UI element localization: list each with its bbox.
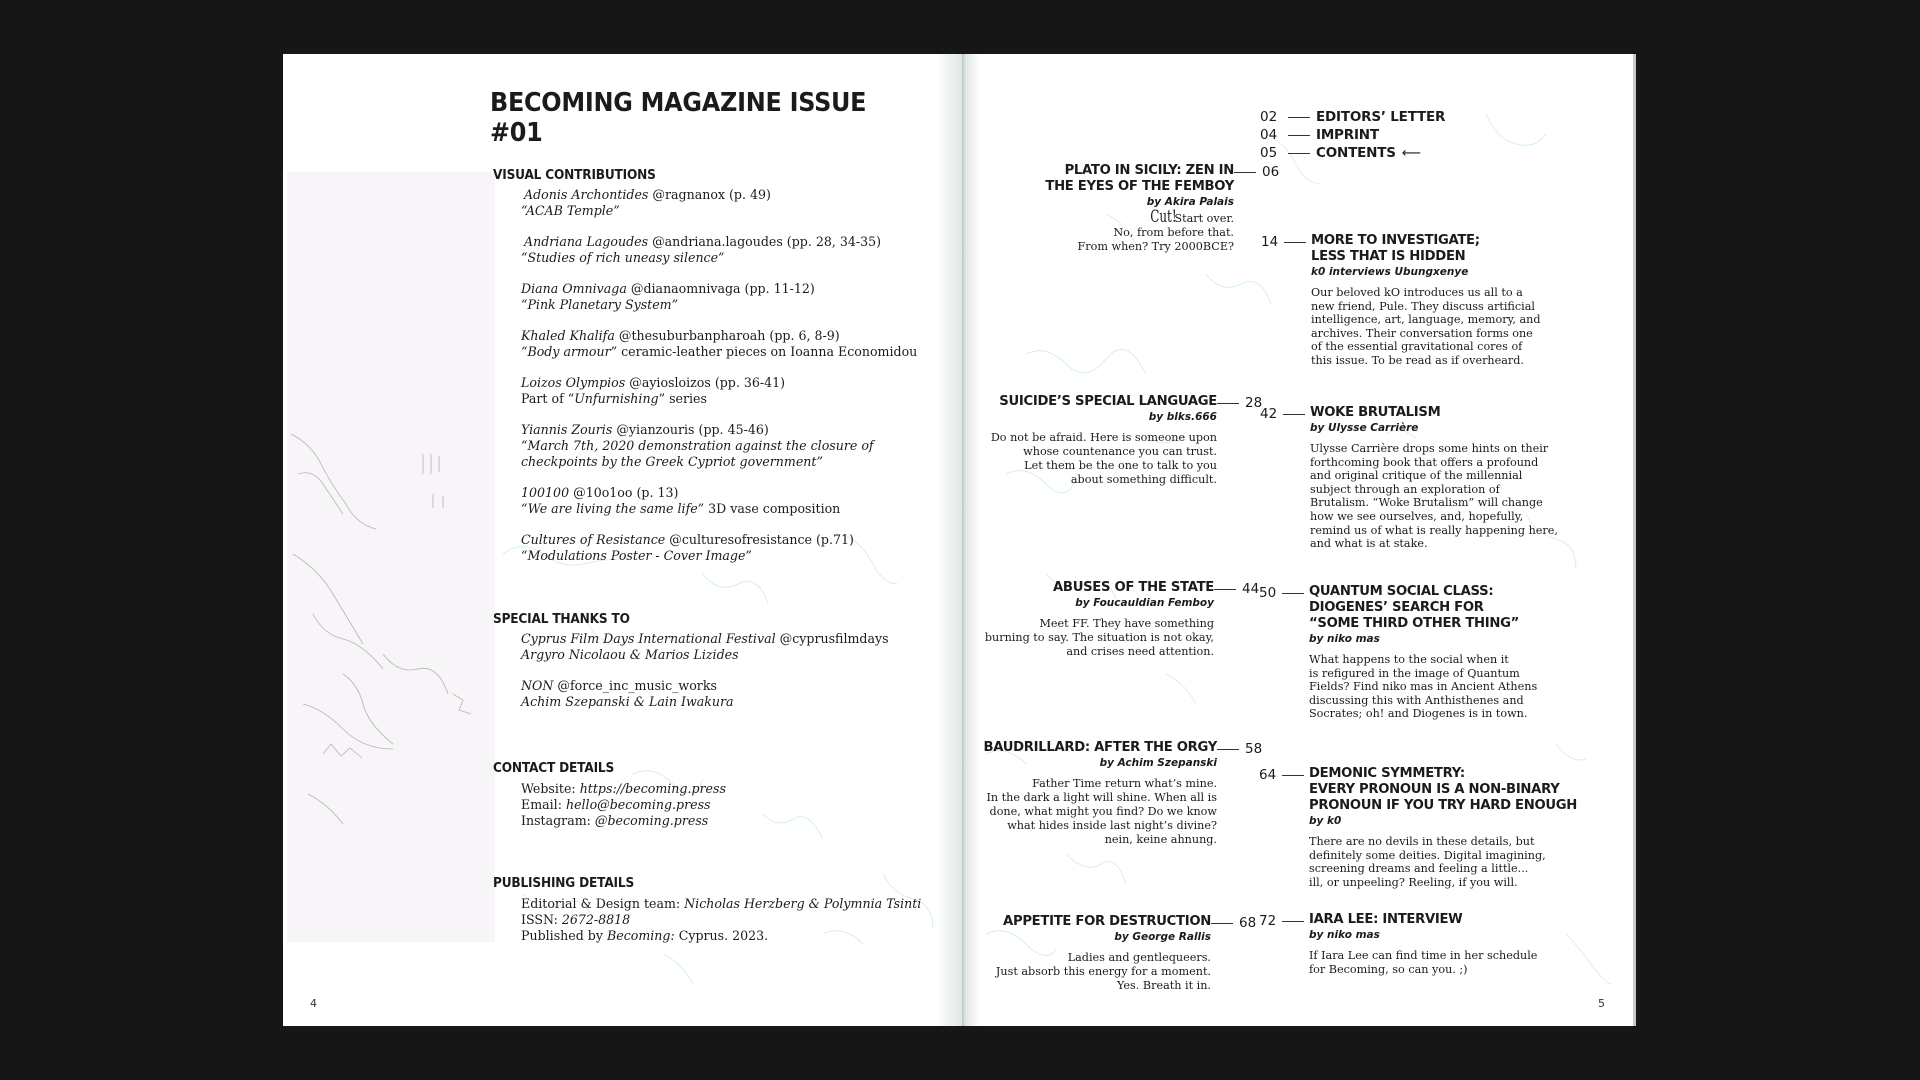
magazine-spread <box>283 54 1636 1026</box>
article-byline: by Achim Szepanski <box>1099 757 1217 769</box>
article-blurb: Cut! Start over. No, from before that. From when? Try 2000BCE? <box>1077 207 1234 253</box>
contributor-name: 100100 <box>521 485 570 500</box>
toc-entry-suicides-special-language[interactable] <box>966 394 1217 487</box>
toc-item-contents[interactable] <box>1260 144 1445 162</box>
article-title: WOKE BRUTALISM <box>1310 405 1441 420</box>
toc-page-number: 72 <box>1259 913 1277 929</box>
page-number-right: 5 <box>1598 997 1605 1010</box>
gutter-shadow <box>936 54 962 1026</box>
special-thanks-heading: SPECIAL THANKS TO <box>493 611 630 627</box>
contributor-name: Loizos Olympios <box>521 375 626 390</box>
contributor-handle: @culturesofresistance (p.71) <box>669 532 854 547</box>
toc-entry-abuses-of-the-state[interactable] <box>966 580 1214 659</box>
left-arrow-icon: ⟵ <box>1401 145 1422 161</box>
toc-front-matter <box>1260 108 1445 162</box>
toc-entry-woke-brutalism[interactable] <box>1310 405 1570 551</box>
work-title: “Pink Planetary System” <box>521 297 679 312</box>
contributor-handle: @andriana.lagoudes (pp. 28, 34-35) <box>652 234 882 249</box>
contribution-entry <box>521 234 917 266</box>
work-prefix: Part of “ <box>521 391 575 406</box>
article-byline: by Foucauldian Femboy <box>1075 597 1214 609</box>
toc-entry-iara-lee-interview[interactable] <box>1309 912 1569 976</box>
article-title: IARA LEE: INTERVIEW <box>1309 912 1463 927</box>
magazine-title: BECOMING MAGAZINE ISSUE #01 <box>490 88 867 148</box>
contributor-name: Andriana Lagoudes <box>524 234 649 249</box>
article-title: APPETITE FOR DESTRUCTION <box>1003 914 1211 929</box>
instagram-link[interactable]: @becoming.press <box>594 813 709 828</box>
toc-page-number: 42 <box>1260 406 1278 422</box>
article-byline: k0 interviews Ubungxenye <box>1311 266 1469 278</box>
publisher-name: Becoming: <box>606 928 675 943</box>
website-label: Website: <box>521 781 580 796</box>
toc-entry-plato-in-sicily[interactable] <box>974 163 1234 254</box>
work-title: “We are living the same life” <box>521 501 705 516</box>
article-blurb: Our beloved kO introduces us all to a new friend, Pule. They discuss artificial intelligence, art, language, memory, and archives. Their conversation forms one of the essential gravitational cores of this issue. To be read as if overheard. <box>1311 286 1541 367</box>
contributor-handle: @10o1oo (p. 13) <box>573 485 679 500</box>
toc-page-number: 06 <box>1262 164 1280 180</box>
work-title: “Modulations Poster - Cover Image” <box>521 548 752 563</box>
article-title: ABUSES OF THE STATE <box>1053 580 1214 595</box>
instagram-label: Instagram: <box>521 813 595 828</box>
organization-name: NON <box>521 678 554 693</box>
toc-page-marker <box>1260 406 1311 422</box>
toc-entry-baudrillard[interactable] <box>966 740 1217 847</box>
leader-dash <box>1214 589 1236 590</box>
issn-value: 2672-8818 <box>561 912 631 927</box>
leader-dash <box>1234 172 1256 173</box>
contribution-entry <box>521 422 917 470</box>
team-label: Editorial & Design team: <box>521 896 685 911</box>
thanked-people: Achim Szepanski & Lain Iwakura <box>521 694 734 709</box>
leader-dash <box>1283 414 1305 415</box>
work-description: ” series <box>658 391 707 406</box>
organization-name: Cyprus Film Days International Festival <box>521 631 776 646</box>
article-blurb: Meet FF. They have something burning to say. The situation is not okay, and crises need attention. <box>984 617 1214 658</box>
article-title: BAUDRILLARD: AFTER THE ORGY <box>983 740 1217 755</box>
contribution-entry <box>521 187 917 219</box>
article-byline: by k0 <box>1309 815 1342 827</box>
contribution-entry <box>521 281 917 313</box>
organization-handle: @cyprusfilmdays <box>779 631 889 646</box>
leader-dash <box>1217 403 1239 404</box>
published-suffix: Cyprus. 2023. <box>674 928 769 943</box>
thanks-entry <box>521 678 889 710</box>
work-description: 3D vase composition <box>704 501 841 516</box>
contribution-entry <box>521 375 917 407</box>
toc-page-marker <box>1217 741 1262 757</box>
toc-page-marker <box>1259 585 1310 601</box>
toc-page-marker <box>1214 581 1259 597</box>
leader-dash <box>1288 153 1310 154</box>
page-number-left: 4 <box>310 997 317 1010</box>
leader-dash <box>1217 749 1239 750</box>
work-title: “ACAB Temple” <box>521 203 620 218</box>
toc-label: CONTENTS <box>1316 145 1396 161</box>
toc-page-marker <box>1234 164 1279 180</box>
toc-entry-demonic-symmetry[interactable] <box>1309 766 1589 889</box>
contributor-name: Cultures of Resistance <box>521 532 666 547</box>
leader-dash <box>1284 242 1306 243</box>
contributor-name: Yiannis Zouris <box>521 422 613 437</box>
left-page <box>283 54 962 1026</box>
toc-page-number: 28 <box>1245 395 1263 411</box>
article-blurb: Ulysse Carrière drops some hints on their forthcoming book that offers a profound and original critique of the millennial subject through an exploration of Brutalism. “Woke Brutalism” will change how we see ourselves, and, hopefully, remind us of what is really happening here, and what is at stake. <box>1310 442 1558 551</box>
email-link[interactable]: hello@becoming.press <box>565 797 711 812</box>
article-blurb: If Iara Lee can find time in her schedule for Becoming, so can you. ;) <box>1309 949 1538 976</box>
article-blurb: What happens to the social when it is refigured in the image of Quantum Fields? Find niko mas in Ancient Athens discussing this with Anthisthenes and Socrates; oh! and Diogenes is in town. <box>1309 653 1538 721</box>
leader-dash <box>1282 775 1304 776</box>
toc-entry-quantum-social-class[interactable] <box>1309 584 1569 721</box>
toc-page-marker <box>1217 395 1262 411</box>
special-thanks-list <box>521 631 889 725</box>
article-title: DEMONIC SYMMETRY: EVERY PRONOUN IS A NON-BINARY PRONOUN IF YOU TRY HARD ENOUGH <box>1309 766 1578 813</box>
toc-page-number: 50 <box>1259 585 1277 601</box>
leader-dash <box>1282 593 1304 594</box>
contributor-handle: @ayiosloizos (pp. 36-41) <box>629 375 786 390</box>
contributor-handle: @dianaomnivaga (pp. 11-12) <box>630 281 815 296</box>
work-title: Unfurnishing <box>574 391 659 406</box>
contributor-handle: @thesuburbanpharoah (pp. 6, 8-9) <box>618 328 840 343</box>
toc-page-marker <box>1261 234 1312 250</box>
toc-label: EDITORS’ LETTER <box>1316 109 1446 125</box>
article-byline: by niko mas <box>1309 633 1380 645</box>
article-blurb: Ladies and gentlequeers. Just absorb this energy for a moment. Yes. Breath it in. <box>995 951 1211 992</box>
toc-page-number: 68 <box>1239 915 1257 931</box>
toc-entry-appetite-for-destruction[interactable] <box>966 914 1211 993</box>
toc-page-number: 14 <box>1261 234 1279 250</box>
issn-label: ISSN: <box>521 912 562 927</box>
visual-contributions-heading: VISUAL CONTRIBUTIONS <box>493 167 656 183</box>
article-blurb: Father Time return what’s mine. In the dark a light will shine. When all is done, what might you find? Do we know what hides inside last night’s divine? nein, keine ahnung. <box>986 777 1217 846</box>
toc-page-number: 64 <box>1259 767 1277 783</box>
article-title: MORE TO INVESTIGATE; LESS THAT IS HIDDEN <box>1311 233 1480 264</box>
toc-page-number: 02 <box>1260 109 1278 125</box>
contributor-handle: @ragnanox (p. 49) <box>652 187 771 202</box>
email-label: Email: <box>521 797 566 812</box>
contact-details-heading: CONTACT DETAILS <box>493 760 615 776</box>
article-blurb: There are no devils in these details, but definitely some deities. Digital imagining, screening dreams and feeling a little... ill, or unpeeling? Reeling, if you will. <box>1309 835 1546 889</box>
organization-handle: @force_inc_music_works <box>557 678 717 693</box>
publishing-details-heading: PUBLISHING DETAILS <box>493 875 635 891</box>
contact-details <box>521 781 726 829</box>
toc-page-number: 58 <box>1245 741 1263 757</box>
article-byline: by Akira Palais <box>1146 196 1234 208</box>
contributor-name: Adonis Archontides <box>524 187 649 202</box>
thanks-entry <box>521 631 889 663</box>
toc-item-editors-letter[interactable] <box>1260 108 1445 126</box>
contributor-name: Diana Omnivaga <box>521 281 627 296</box>
team-names: Nicholas Herzberg & Polymnia Tsinti <box>684 896 922 911</box>
website-link[interactable]: https://becoming.press <box>579 781 726 796</box>
toc-page-number: 05 <box>1260 145 1278 161</box>
thanked-people: Argyro Nicolaou & Marios Lizides <box>521 647 739 662</box>
article-title: PLATO IN SICILY: ZEN IN THE EYES OF THE FEMBOY <box>1045 163 1234 194</box>
toc-page-marker <box>1211 915 1256 931</box>
toc-item-imprint[interactable] <box>1260 126 1445 144</box>
article-byline: by blks.666 <box>1148 411 1217 423</box>
visual-contributions-list <box>521 187 917 579</box>
cut-word: Cut! <box>1150 207 1177 227</box>
work-title: “March 7th, 2020 demonstration against the closure of <box>521 438 874 453</box>
leader-dash <box>1288 135 1310 136</box>
article-title: SUICIDE’S SPECIAL LANGUAGE <box>999 394 1217 409</box>
contribution-entry <box>521 532 917 564</box>
toc-label: IMPRINT <box>1316 127 1379 143</box>
work-description: ceramic-leather pieces on Ioanna Economidou <box>617 344 918 359</box>
contribution-entry <box>521 485 917 517</box>
toc-page-marker <box>1259 767 1310 783</box>
leader-dash <box>1211 923 1233 924</box>
leader-dash <box>1288 117 1310 118</box>
article-blurb: Do not be afraid. Here is someone upon whose countenance you can trust. Let them be the one to talk to you about something difficult. <box>990 431 1217 486</box>
article-byline: by niko mas <box>1309 929 1380 941</box>
work-title: “Body armour” <box>521 344 618 359</box>
toc-page-number: 44 <box>1242 581 1260 597</box>
article-byline: by George Rallis <box>1114 931 1211 943</box>
work-title-line2: checkpoints by the Greek Cypriot government” <box>521 454 823 469</box>
leader-dash <box>1282 921 1304 922</box>
toc-entry-more-to-investigate[interactable] <box>1311 233 1571 368</box>
published-prefix: Published by <box>521 928 607 943</box>
toc-page-number: 04 <box>1260 127 1278 143</box>
article-byline: by Ulysse Carrière <box>1310 422 1419 434</box>
contributor-name: Khaled Khalifa <box>521 328 615 343</box>
article-title: QUANTUM SOCIAL CLASS: DIOGENES’ SEARCH FOR “SOME THIRD OTHER THING” <box>1309 584 1519 631</box>
contributor-handle: @yianzouris (pp. 45-46) <box>616 422 769 437</box>
contribution-entry <box>521 328 917 360</box>
page-edge <box>1633 54 1636 1026</box>
toc-page-marker <box>1259 913 1310 929</box>
publishing-details <box>521 896 921 944</box>
work-title: “Studies of rich uneasy silence” <box>521 250 725 265</box>
right-page <box>966 54 1636 1026</box>
